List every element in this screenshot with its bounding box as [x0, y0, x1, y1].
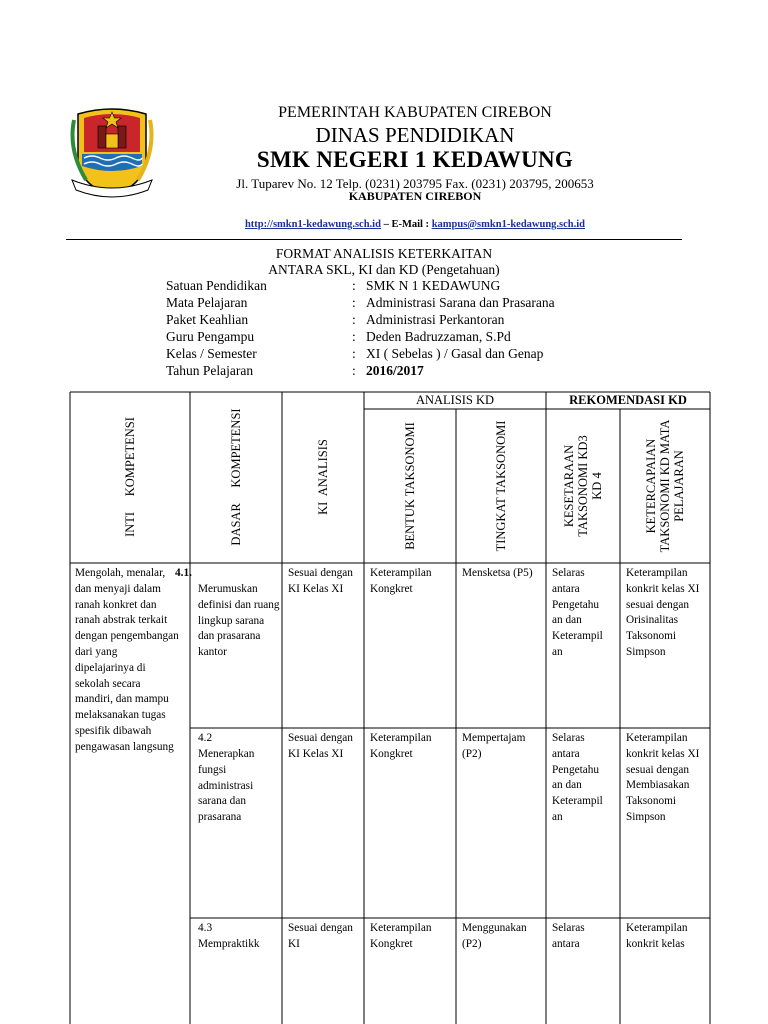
- ketercapaian-cell: Keterampilan konkrit kelas: [626, 922, 688, 950]
- info-value: Deden Badruzzaman, S.Pd: [366, 329, 511, 344]
- info-value: Administrasi Perkantoran: [366, 312, 505, 327]
- bentuk-taksonomi-cell: Keterampilan Kongkret: [370, 922, 432, 950]
- info-colon: :: [352, 346, 356, 361]
- kd-number: 4.3: [198, 922, 213, 934]
- kd-text: Merumuskan definisi dan ruang lingkup sarana dan prasarana kantor: [198, 583, 280, 659]
- bentuk-taksonomi-cell: Keterampilan Kongkret: [370, 732, 432, 760]
- email-label: – E-Mail :: [383, 219, 430, 230]
- ki-description: Mengolah, menalar, dan menyaji dalam ranah konkret dan ranah abstrak terkait dengan pengembangan dari yang dipelajarinya di sekolah secara mandiri, dan mampu melaksanakan tugas spesifik dibawah pengawasan langsung: [75, 567, 179, 753]
- government-name: PEMERINTAH KABUPATEN CIREBON: [278, 104, 552, 121]
- kesetaraan-cell: Selaras antara: [552, 922, 585, 950]
- email-link[interactable]: kampus@smkn1-kedawung.sch.id: [431, 219, 586, 230]
- tingkat-taksonomi-cell: Menggunakan (P2): [462, 922, 527, 950]
- school-name: SMK NEGERI 1 KEDAWUNG: [256, 147, 574, 172]
- tingkat-taksonomi-cell: Mensketsa (P5): [462, 567, 533, 579]
- ki-analysis-cell: Sesuai dengan KI Kelas XI: [288, 567, 353, 595]
- info-value: XI ( Sebelas ) / Gasal dan Genap: [366, 346, 544, 361]
- ketercapaian-cell: Keterampilan konkrit kelas XI sesuai dengan Orisinalitas Taksonomi Simpson: [626, 567, 700, 658]
- school-address: Jl. Tuparev No. 12 Telp. (0231) 203795 Fax. (0231) 203795, 200653: [236, 176, 594, 191]
- info-colon: :: [352, 278, 356, 293]
- info-value: Administrasi Sarana dan Prasarana: [366, 295, 555, 310]
- header-dasar-kompetensi: DASAR KOMPETENSI: [229, 408, 243, 546]
- kd-text: Menerapkan fungsi administrasi sarana dan prasarana: [198, 748, 255, 824]
- kesetaraan-cell: Selaras antara Pengetahu an dan Keterampil an: [552, 732, 603, 823]
- kd-number: 4.2: [198, 732, 213, 744]
- info-label: Mata Pelajaran: [166, 295, 248, 310]
- info-colon: :: [352, 295, 356, 310]
- info-label: Satuan Pendidikan: [166, 278, 267, 293]
- bentuk-taksonomi-cell: Keterampilan Kongkret: [370, 567, 432, 595]
- info-colon: :: [352, 312, 356, 327]
- info-label: Paket Keahlian: [166, 312, 249, 327]
- info-label: Tahun Pelajaran: [166, 363, 254, 378]
- tingkat-taksonomi-cell: Mempertajam (P2): [462, 732, 526, 760]
- department-name: DINAS PENDIDIKAN: [315, 123, 515, 147]
- info-value: SMK N 1 KEDAWUNG: [366, 278, 501, 293]
- group-header-rekomendasi: REKOMENDASI KD: [569, 393, 687, 407]
- header-bentuk-taksonomi: BENTUK TAKSONOMI: [403, 422, 417, 550]
- kd-number: 4.1.: [175, 567, 192, 579]
- form-title: FORMAT ANALISIS KETERKAITAN: [275, 246, 493, 261]
- header-kesetaraan-taksonomi: KESETARAAN TAKSONOMI KD3 KD 4: [562, 435, 604, 537]
- group-header-analisis: ANALISIS KD: [415, 393, 495, 407]
- header-tingkat-taksonomi: TINGKAT TAKSONOMI: [494, 420, 508, 552]
- info-label: Guru Pengampu: [166, 329, 255, 344]
- kd-text: Mempraktikk: [198, 938, 260, 950]
- header-inti-kompetensi: INTI KOMPETENSI: [123, 417, 137, 537]
- ki-analysis-cell: Sesuai dengan KI Kelas XI: [288, 732, 353, 760]
- info-colon: :: [352, 329, 356, 344]
- kesetaraan-cell: Selaras antara Pengetahu an dan Keterampil an: [552, 567, 603, 658]
- regency-name: KABUPATEN CIREBON: [348, 189, 482, 203]
- info-colon: :: [352, 363, 356, 378]
- ketercapaian-cell: Keterampilan konkrit kelas XI sesuai dengan Membiasakan Taksonomi Simpson: [626, 732, 700, 823]
- header-ki-analisis: KI ANALISIS: [316, 439, 330, 515]
- header-ketercapaian-taksonomi: KETERCAPAIAN TAKSONOMI KD MATA PELAJARAN: [644, 419, 686, 553]
- info-value: 2016/2017: [366, 363, 424, 378]
- ki-analysis-cell: Sesuai dengan KI: [288, 922, 353, 950]
- website-link[interactable]: http://smkn1-kedawung.sch.id: [244, 219, 381, 230]
- form-subtitle: ANTARA SKL, KI dan KD (Pengetahuan): [268, 262, 500, 277]
- info-label: Kelas / Semester: [166, 346, 257, 361]
